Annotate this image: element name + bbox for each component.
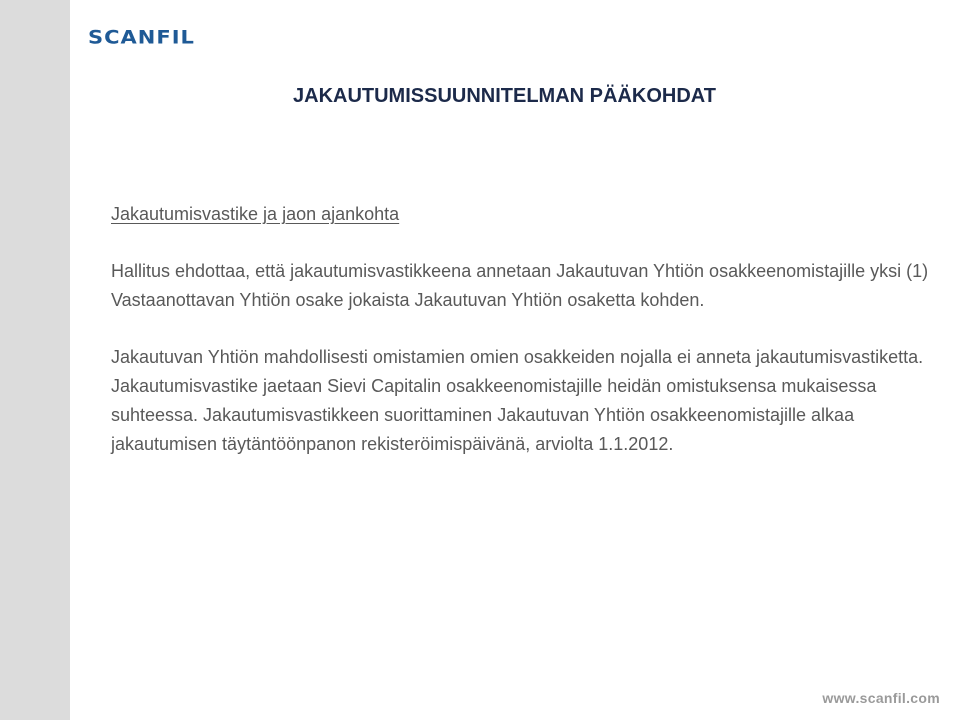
footer-website: www.scanfil.com <box>822 690 940 706</box>
slide-title: JAKAUTUMISSUUNNITELMAN PÄÄKOHDAT <box>293 85 716 107</box>
paragraph-exchange-ratio: Hallitus ehdottaa, että jakautumisvastikkeena annetaan Jakautuvan Yhtiön osakkeenomistajille yksi (1) Vastaanottavan Yhtiön osake jokaista Jakautuvan Yhtiön osaketta kohden. <box>111 261 929 310</box>
scanfil-logo: SCANFIL <box>88 26 195 48</box>
left-sidebar-bar <box>0 0 70 720</box>
paragraph-distribution-timing: Jakautuvan Yhtiön mahdollisesti omistamien omien osakkeiden nojalla ei anneta jakautumisvastiketta. Jakautumisvastike jaetaan Sievi Capitalin osakkeenomistajille heidän omistuksensa mukaisessa suhteessa. Jakautumisvastikkeen suorittaminen Jakautuvan Yhtiön osakkeenomistajille alkaa jakautumisen täytäntöönpanon rekisteröimispäivänä, arviolta 1.1.2012. <box>111 347 924 454</box>
slide-content <box>111 200 941 459</box>
section-heading: Jakautumisvastike ja jaon ajankohta <box>111 204 400 224</box>
